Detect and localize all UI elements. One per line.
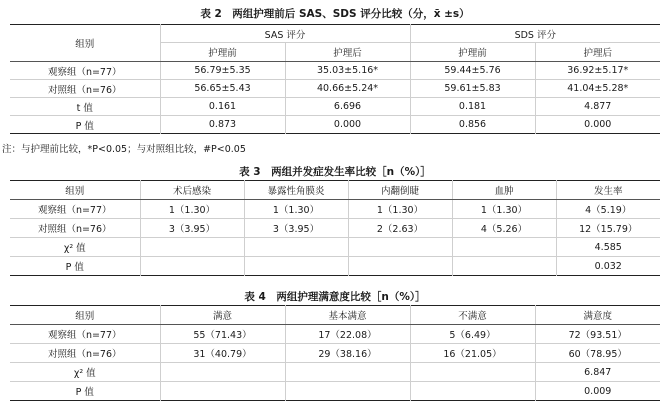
table4-header: 满意度: [535, 306, 660, 325]
table-cell: 1（1.30）: [140, 200, 244, 219]
table-cell: 36.92±5.17*: [535, 62, 660, 80]
table-row: [10, 98, 660, 116]
table-cell: 35.03±5.16*: [285, 62, 410, 80]
row-label: 观察组（n=77）: [10, 200, 140, 219]
row-label: P 值: [10, 257, 140, 276]
table-cell: 40.66±5.24*: [285, 80, 410, 98]
table2-subheader: 护理前: [410, 43, 535, 62]
table-cell: [452, 238, 556, 257]
table-cell: [410, 363, 535, 382]
table-cell: 55（71.43）: [160, 325, 285, 344]
table-row: [10, 325, 660, 344]
row-label: 观察组（n=77）: [10, 62, 160, 80]
table2-title: 表 2 两组护理前后 SAS、SDS 评分比较（分，x̄ ±s）: [200, 8, 470, 20]
table-cell: 1（1.30）: [348, 200, 452, 219]
table-cell: 29（38.16）: [285, 344, 410, 363]
table-row: [10, 62, 660, 80]
table-cell: 41.04±5.28*: [535, 80, 660, 98]
table-cell: [348, 257, 452, 276]
table-cell: 1（1.30）: [244, 200, 348, 219]
table-cell: 56.79±5.35: [160, 62, 285, 80]
table-cell: 31（40.79）: [160, 344, 285, 363]
table-cell: 59.44±5.76: [410, 62, 535, 80]
table-cell: 0.161: [160, 98, 285, 116]
row-label: 对照组（n=76）: [10, 344, 160, 363]
table3-header: 术后感染: [140, 181, 244, 200]
table2-sas-header: SAS 评分: [160, 25, 410, 43]
table-row: [10, 200, 660, 219]
table-row: [10, 382, 660, 401]
table3-header: 组别: [10, 181, 140, 200]
table4: [10, 305, 660, 401]
row-label: t 值: [10, 98, 160, 116]
table-cell: [244, 238, 348, 257]
table-cell: 56.65±5.43: [160, 80, 285, 98]
table-cell: 0.856: [410, 116, 535, 134]
table-cell: 5（6.49）: [410, 325, 535, 344]
table3-header: 暴露性角膜炎: [244, 181, 348, 200]
table-cell: [244, 257, 348, 276]
table3-header: 血肿: [452, 181, 556, 200]
table-cell: 0.181: [410, 98, 535, 116]
table-row: [10, 344, 660, 363]
table-cell: 59.61±5.83: [410, 80, 535, 98]
table-cell: [140, 238, 244, 257]
table4-header: 不满意: [410, 306, 535, 325]
table2-subheader: 护理后: [285, 43, 410, 62]
table2-group-header: 组别: [10, 25, 160, 62]
table-cell: 4.585: [556, 238, 660, 257]
row-label: 对照组（n=76）: [10, 219, 140, 238]
table-cell: 6.847: [535, 363, 660, 382]
table-cell: [285, 382, 410, 401]
table-cell: [140, 257, 244, 276]
table-cell: 12（15.79）: [556, 219, 660, 238]
table4-header: 满意: [160, 306, 285, 325]
table-row: [10, 257, 660, 276]
table-cell: 2（2.63）: [348, 219, 452, 238]
table-cell: 4（5.26）: [452, 219, 556, 238]
table-row: [10, 238, 660, 257]
table-cell: [410, 382, 535, 401]
table4-title: 表 4 两组护理满意度比较［n（%）］: [244, 291, 426, 303]
table-cell: 4.877: [535, 98, 660, 116]
table-row: [10, 80, 660, 98]
table-row: [10, 363, 660, 382]
table-cell: [348, 238, 452, 257]
table-cell: 1（1.30）: [452, 200, 556, 219]
table2-subheader: 护理后: [535, 43, 660, 62]
table2-sds-header: SDS 评分: [410, 25, 660, 43]
table2: [10, 24, 660, 134]
table-cell: 72（93.51）: [535, 325, 660, 344]
row-label: 观察组（n=77）: [10, 325, 160, 344]
table-cell: [285, 363, 410, 382]
table4-header: 基本满意: [285, 306, 410, 325]
table-cell: 6.696: [285, 98, 410, 116]
table-cell: 4（5.19）: [556, 200, 660, 219]
table2-subheader: 护理前: [160, 43, 285, 62]
table-cell: 0.000: [285, 116, 410, 134]
table-cell: 17（22.08）: [285, 325, 410, 344]
table3-header: 内翻倒睫: [348, 181, 452, 200]
table4-header: 组别: [10, 306, 160, 325]
table2-note: 注：与护理前比较，*P<0.05；与对照组比较，#P<0.05: [2, 144, 246, 155]
row-label: P 值: [10, 382, 160, 401]
table-cell: 60（78.95）: [535, 344, 660, 363]
table3-title: 表 3 两组并发症发生率比较［n（%）］: [239, 166, 431, 178]
table-row: [10, 219, 660, 238]
table-cell: 0.000: [535, 116, 660, 134]
table3: [10, 180, 660, 276]
row-label: P 值: [10, 116, 160, 134]
table-cell: [160, 363, 285, 382]
row-label: χ² 值: [10, 363, 160, 382]
table-row: [10, 116, 660, 134]
table-cell: [160, 382, 285, 401]
table-cell: 0.009: [535, 382, 660, 401]
table-cell: 0.032: [556, 257, 660, 276]
table-cell: 3（3.95）: [244, 219, 348, 238]
row-label: χ² 值: [10, 238, 140, 257]
table-cell: [452, 257, 556, 276]
table3-header: 发生率: [556, 181, 660, 200]
row-label: 对照组（n=76）: [10, 80, 160, 98]
table-cell: 0.873: [160, 116, 285, 134]
table-cell: 16（21.05）: [410, 344, 535, 363]
table-cell: 3（3.95）: [140, 219, 244, 238]
